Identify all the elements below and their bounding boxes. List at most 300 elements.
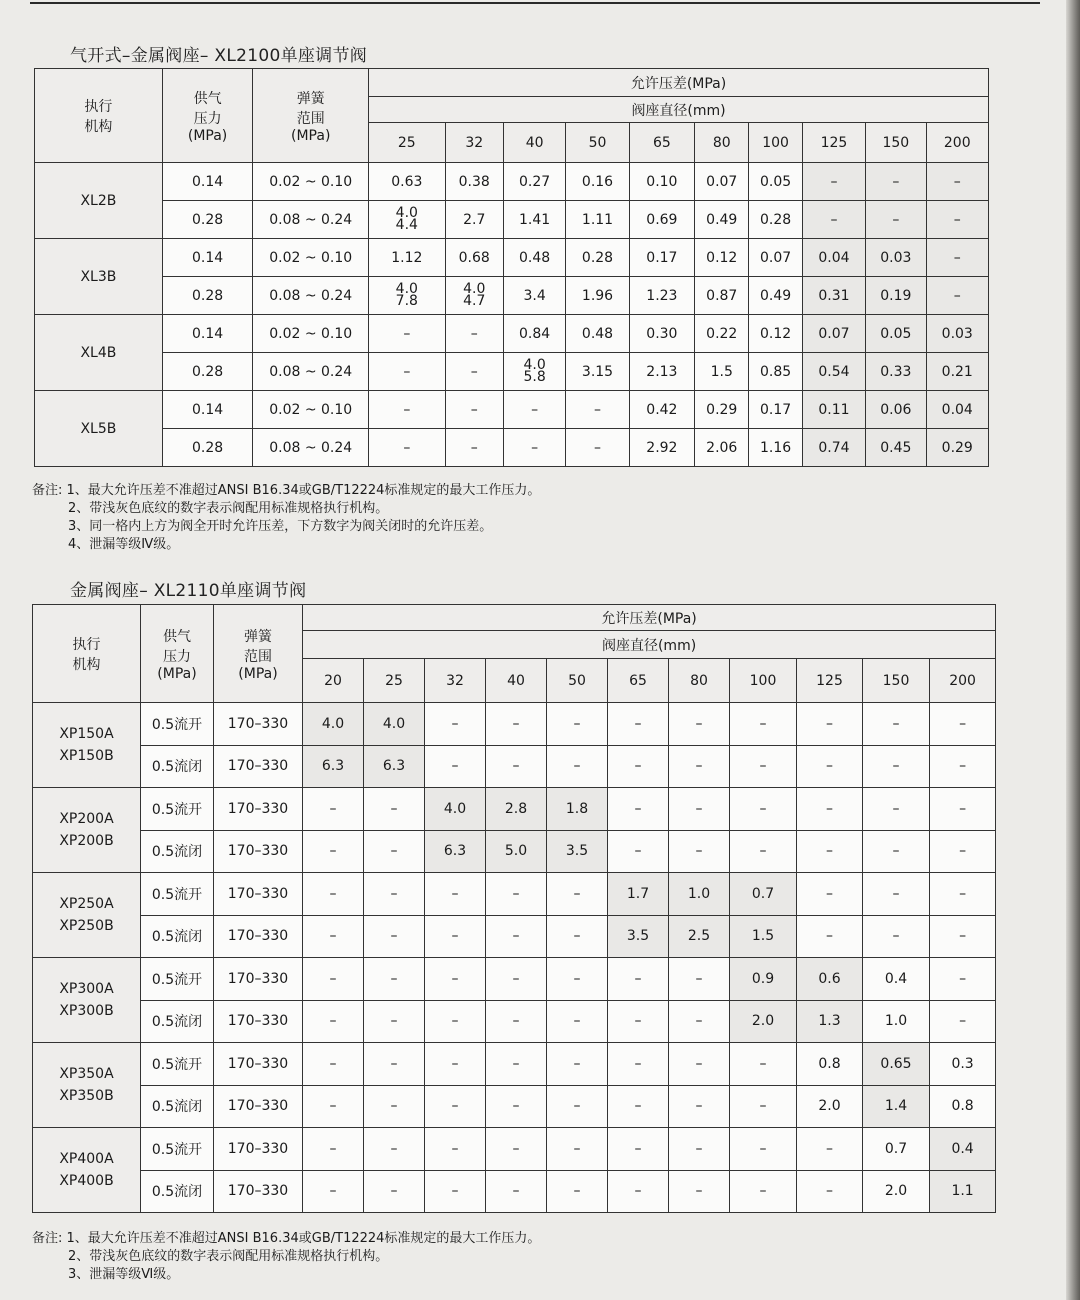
header-supply-line: 供气 <box>163 628 191 645</box>
actuator-model-line: XP350A <box>59 1066 114 1082</box>
table-row <box>33 1128 996 1171</box>
header-allowable-diff: 允许压差(MPa) <box>303 605 996 631</box>
value-cell: 0.4 <box>863 958 930 1001</box>
actuator-model-line: XP250A <box>59 896 114 912</box>
spring-range-cell: 170–330 <box>214 1085 303 1128</box>
table2-xl2110 <box>32 604 996 1213</box>
table-row <box>33 915 996 958</box>
value-cell: – <box>608 1170 669 1213</box>
value-cell: 3.5 <box>608 915 669 958</box>
value-cell: 0.07 <box>749 239 802 277</box>
value-cell: 0.21 <box>926 353 988 391</box>
value-cell: – <box>930 1000 996 1043</box>
value-cell: – <box>730 830 797 873</box>
header-allowable-diff: 允许压差(MPa) <box>369 69 989 97</box>
value-cell: 3.15 <box>566 353 629 391</box>
value-cell: – <box>303 1170 364 1213</box>
value-cell: 0.45 <box>866 429 926 467</box>
value-cell: – <box>364 873 425 916</box>
value-cell: – <box>425 1128 486 1171</box>
value-cell: – <box>369 391 445 429</box>
value-cell: 1.16 <box>749 429 802 467</box>
table-row <box>35 429 989 467</box>
supply-pressure-cell: 0.5流闭 <box>141 745 214 788</box>
supply-pressure-cell: 0.5流开 <box>141 873 214 916</box>
value-cell: – <box>730 1043 797 1086</box>
value-cell: – <box>566 391 629 429</box>
value-cell: – <box>802 201 865 239</box>
value-cell: – <box>486 1000 547 1043</box>
supply-pressure-cell: 0.5流闭 <box>141 1000 214 1043</box>
value-cell: 2.5 <box>669 915 730 958</box>
header-size-65: 65 <box>608 659 669 703</box>
header-actuator-line: 执行 <box>72 636 101 653</box>
value-cell: 4.0 <box>303 703 364 746</box>
value-cell: 2.92 <box>629 429 694 467</box>
value-cell: 4.0 <box>425 788 486 831</box>
table-row <box>33 958 996 1001</box>
value-cell: – <box>547 1128 608 1171</box>
spring-range-cell: 0.08 ~ 0.24 <box>253 277 369 315</box>
value-cell: 1.4 <box>863 1085 930 1128</box>
supply-pressure-cell: 0.14 <box>162 163 253 201</box>
value-cell <box>369 277 445 315</box>
spring-range-cell: 170–330 <box>214 873 303 916</box>
header-actuator <box>33 605 141 703</box>
value-cell: – <box>486 745 547 788</box>
value-cell: 6.3 <box>425 830 486 873</box>
header-size-32: 32 <box>425 659 486 703</box>
header-actuator-line: 机构 <box>72 656 101 673</box>
value-cell: 2.8 <box>486 788 547 831</box>
value-cell: 0.07 <box>802 315 865 353</box>
table-row <box>35 315 989 353</box>
note-line: 2、带浅灰色底纹的数字表示阀配用标准规格执行机构。 <box>68 501 389 516</box>
spring-range-cell: 170–330 <box>214 745 303 788</box>
value-cell: 0.9 <box>730 958 797 1001</box>
value-cell: 0.63 <box>369 163 445 201</box>
value-cell: – <box>425 703 486 746</box>
value-cell: 1.0 <box>669 873 730 916</box>
value-cell: – <box>669 1000 730 1043</box>
value-cell: 0.07 <box>695 163 749 201</box>
value-cell: – <box>926 277 988 315</box>
value-cell: 4.0 <box>364 703 425 746</box>
value-cell: – <box>669 1170 730 1213</box>
supply-pressure-cell: 0.28 <box>162 277 253 315</box>
table-row <box>33 745 996 788</box>
dual-value: 4.0 4.4 <box>395 204 418 233</box>
supply-pressure-cell: 0.14 <box>162 315 253 353</box>
value-cell: 1.96 <box>566 277 629 315</box>
dual-value: 4.0 4.7 <box>463 280 486 309</box>
supply-pressure-cell: 0.5流闭 <box>141 830 214 873</box>
header-size-100: 100 <box>730 659 797 703</box>
value-cell: 0.68 <box>445 239 503 277</box>
spring-range-cell: 0.02 ~ 0.10 <box>253 239 369 277</box>
actuator-model-line: XP400B <box>59 1173 114 1189</box>
actuator-model-line: XP400A <box>59 1151 114 1167</box>
value-cell: 0.19 <box>866 277 926 315</box>
value-cell: – <box>730 1085 797 1128</box>
value-cell: – <box>547 745 608 788</box>
value-cell: 0.48 <box>503 239 565 277</box>
value-cell: – <box>930 873 996 916</box>
supply-pressure-cell: 0.5流开 <box>141 703 214 746</box>
value-cell: – <box>730 745 797 788</box>
value-cell: – <box>303 1085 364 1128</box>
table2-notes <box>32 1230 540 1284</box>
value-cell: – <box>866 163 926 201</box>
value-cell: – <box>445 353 503 391</box>
value-cell: – <box>303 958 364 1001</box>
value-cell: 0.38 <box>445 163 503 201</box>
value-cell: – <box>364 830 425 873</box>
value-cell: – <box>303 915 364 958</box>
value-cell: 0.12 <box>749 315 802 353</box>
value-cell: – <box>547 703 608 746</box>
header-spring-range <box>214 605 303 703</box>
value-cell: – <box>486 915 547 958</box>
value-cell: 0.11 <box>802 391 865 429</box>
value-cell: – <box>445 391 503 429</box>
header-size-25: 25 <box>369 123 445 163</box>
value-cell: – <box>369 429 445 467</box>
value-cell: – <box>797 1128 863 1171</box>
header-size-150: 150 <box>863 659 930 703</box>
header-size-200: 200 <box>930 659 996 703</box>
value-cell: – <box>486 1085 547 1128</box>
value-cell: 0.10 <box>629 163 694 201</box>
value-cell: – <box>608 1085 669 1128</box>
table-row <box>35 201 989 239</box>
header-size-150: 150 <box>866 123 926 163</box>
table-row <box>33 873 996 916</box>
header-spring-line: 弹簧 <box>296 90 325 107</box>
spring-range-cell: 170–330 <box>214 1000 303 1043</box>
value-cell: – <box>425 1085 486 1128</box>
supply-pressure-cell: 0.5流开 <box>141 788 214 831</box>
value-cell: 0.31 <box>802 277 865 315</box>
header-seat-diameter: 阀座直径(mm) <box>303 631 996 659</box>
value-cell: – <box>608 1128 669 1171</box>
header-supply-pressure <box>141 605 214 703</box>
header-size-125: 125 <box>802 123 865 163</box>
value-cell: – <box>547 1000 608 1043</box>
value-cell: 1.12 <box>369 239 445 277</box>
table-row <box>33 1000 996 1043</box>
value-cell: – <box>863 788 930 831</box>
value-cell: – <box>797 788 863 831</box>
value-cell: – <box>425 915 486 958</box>
value-cell: 0.04 <box>926 391 988 429</box>
actuator-model <box>33 873 141 958</box>
header-supply-pressure <box>162 69 253 163</box>
value-cell: 2.13 <box>629 353 694 391</box>
table-row <box>33 1170 996 1213</box>
value-cell: – <box>863 745 930 788</box>
value-cell: 1.7 <box>608 873 669 916</box>
value-cell: – <box>608 703 669 746</box>
actuator-model: XL2B <box>35 163 163 239</box>
header-supply-line: (MPa) <box>157 665 197 682</box>
spring-range-cell: 170–330 <box>214 1043 303 1086</box>
value-cell: 0.33 <box>866 353 926 391</box>
value-cell: 0.29 <box>695 391 749 429</box>
value-cell: – <box>926 239 988 277</box>
actuator-model: XL5B <box>35 391 163 467</box>
value-cell: – <box>486 1170 547 1213</box>
value-cell: – <box>364 915 425 958</box>
table-row <box>35 239 989 277</box>
value-cell: 0.28 <box>749 201 802 239</box>
spring-range-cell: 0.08 ~ 0.24 <box>253 353 369 391</box>
header-spring-line: 范围 <box>244 648 272 665</box>
value-cell <box>503 353 565 391</box>
value-cell: – <box>303 830 364 873</box>
value-cell: 0.05 <box>749 163 802 201</box>
value-cell: – <box>503 391 565 429</box>
supply-pressure-cell: 0.5流闭 <box>141 1085 214 1128</box>
value-cell: – <box>547 873 608 916</box>
value-cell: 1.41 <box>503 201 565 239</box>
table-row <box>35 353 989 391</box>
value-cell: 0.42 <box>629 391 694 429</box>
value-cell: 0.03 <box>926 315 988 353</box>
spring-range-cell: 170–330 <box>214 788 303 831</box>
value-cell: 2.0 <box>797 1085 863 1128</box>
value-cell: 0.05 <box>866 315 926 353</box>
value-cell: – <box>930 788 996 831</box>
supply-pressure-cell: 0.5流闭 <box>141 1170 214 1213</box>
page-edge <box>1066 0 1080 1300</box>
table1-title: 气开式–金属阀座– XL2100单座调节阀 <box>70 46 368 66</box>
value-cell: – <box>547 1043 608 1086</box>
header-spring-line: (MPa) <box>291 127 331 144</box>
header-spring-line: (MPa) <box>238 665 278 682</box>
value-cell: – <box>669 958 730 1001</box>
supply-pressure-cell: 0.5流开 <box>141 1128 214 1171</box>
value-cell: 0.4 <box>930 1128 996 1171</box>
value-cell: 0.16 <box>566 163 629 201</box>
note-line: 备注: 1、最大允许压差不准超过ANSI B16.34或GB/T12224标准规定的最大工作压力。 <box>32 483 541 498</box>
header-size-125: 125 <box>797 659 863 703</box>
value-cell: – <box>608 788 669 831</box>
header-spring-line: 范围 <box>296 110 325 127</box>
value-cell: – <box>364 1000 425 1043</box>
supply-pressure-cell: 0.28 <box>162 353 253 391</box>
table1-xl2100 <box>34 68 989 467</box>
header-supply-line: (MPa) <box>187 127 228 144</box>
value-cell: 1.0 <box>863 1000 930 1043</box>
value-cell: 0.3 <box>930 1043 996 1086</box>
value-cell: – <box>730 1170 797 1213</box>
value-cell: – <box>863 915 930 958</box>
value-cell: 1.11 <box>566 201 629 239</box>
actuator-model-line: XP300B <box>59 1003 114 1019</box>
value-cell: – <box>608 745 669 788</box>
value-cell <box>369 201 445 239</box>
header-supply-line: 压力 <box>193 110 222 127</box>
table-row <box>33 703 996 746</box>
value-cell: 0.30 <box>629 315 694 353</box>
value-cell: – <box>547 1085 608 1128</box>
value-cell: – <box>369 315 445 353</box>
value-cell: – <box>797 703 863 746</box>
value-cell: 0.12 <box>695 239 749 277</box>
value-cell: – <box>669 788 730 831</box>
header-actuator-line: 执行 <box>84 98 113 115</box>
value-cell: 0.69 <box>629 201 694 239</box>
table-row <box>33 1043 996 1086</box>
value-cell: – <box>797 745 863 788</box>
value-cell: 0.04 <box>802 239 865 277</box>
value-cell: – <box>730 788 797 831</box>
value-cell: 0.49 <box>749 277 802 315</box>
value-cell: – <box>608 830 669 873</box>
value-cell: – <box>547 1170 608 1213</box>
value-cell: 0.6 <box>797 958 863 1001</box>
value-cell: – <box>930 915 996 958</box>
value-cell: 0.49 <box>695 201 749 239</box>
header-size-32: 32 <box>445 123 503 163</box>
dual-value: 4.0 5.8 <box>523 356 546 385</box>
value-cell: 2.06 <box>695 429 749 467</box>
actuator-model-line: XP250B <box>59 918 114 934</box>
note-line: 备注: 1、最大允许压差不准超过ANSI B16.34或GB/T12224标准规定的最大工作压力。 <box>32 1231 541 1246</box>
value-cell: – <box>669 1085 730 1128</box>
value-cell: – <box>425 1000 486 1043</box>
value-cell: – <box>926 201 988 239</box>
value-cell: 0.7 <box>863 1128 930 1171</box>
supply-pressure-cell: 0.14 <box>162 391 253 429</box>
value-cell: – <box>797 1170 863 1213</box>
value-cell: 2.0 <box>730 1000 797 1043</box>
actuator-model <box>33 703 141 788</box>
value-cell: – <box>730 1128 797 1171</box>
value-cell: – <box>930 830 996 873</box>
table-row <box>35 391 989 429</box>
spring-range-cell: 170–330 <box>214 958 303 1001</box>
value-cell: 0.48 <box>566 315 629 353</box>
note-line: 2、带浅灰色底纹的数字表示阀配用标准规格执行机构。 <box>68 1249 389 1264</box>
header-size-100: 100 <box>749 123 802 163</box>
value-cell: 0.03 <box>866 239 926 277</box>
value-cell: 0.87 <box>695 277 749 315</box>
value-cell: 0.06 <box>866 391 926 429</box>
note-line: 3、同一格内上方为阀全开时允许压差，下方数字为阀关闭时的允许压差。 <box>68 519 493 534</box>
value-cell: 0.7 <box>730 873 797 916</box>
spring-range-cell: 0.08 ~ 0.24 <box>253 429 369 467</box>
value-cell: – <box>669 703 730 746</box>
spring-range-cell: 0.02 ~ 0.10 <box>253 315 369 353</box>
table2-title: 金属阀座– XL2110单座调节阀 <box>70 581 307 601</box>
value-cell: – <box>669 1043 730 1086</box>
actuator-model-line: XP300A <box>59 981 114 997</box>
header-size-40: 40 <box>486 659 547 703</box>
value-cell: 1.1 <box>930 1170 996 1213</box>
value-cell: 0.84 <box>503 315 565 353</box>
value-cell: 2.7 <box>445 201 503 239</box>
actuator-model <box>33 788 141 873</box>
value-cell: – <box>364 1128 425 1171</box>
value-cell: – <box>364 1170 425 1213</box>
value-cell: – <box>547 915 608 958</box>
value-cell: – <box>547 958 608 1001</box>
header-spring-line: 弹簧 <box>244 628 272 645</box>
value-cell: – <box>608 1043 669 1086</box>
header-supply-line: 供气 <box>193 90 222 107</box>
value-cell: 1.5 <box>730 915 797 958</box>
value-cell: – <box>364 788 425 831</box>
header-supply-line: 压力 <box>163 648 191 665</box>
value-cell: – <box>926 163 988 201</box>
header-actuator-line: 机构 <box>84 118 113 135</box>
value-cell: 0.29 <box>926 429 988 467</box>
value-cell: 0.27 <box>503 163 565 201</box>
value-cell: 0.85 <box>749 353 802 391</box>
actuator-model: XL4B <box>35 315 163 391</box>
header-size-50: 50 <box>566 123 629 163</box>
note-line: 4、泄漏等级Ⅳ级。 <box>68 537 180 552</box>
value-cell: – <box>669 830 730 873</box>
value-cell: – <box>730 703 797 746</box>
value-cell: – <box>930 703 996 746</box>
value-cell: 0.28 <box>566 239 629 277</box>
value-cell: – <box>364 1043 425 1086</box>
spring-range-cell: 170–330 <box>214 1170 303 1213</box>
value-cell: – <box>445 315 503 353</box>
value-cell: 1.8 <box>547 788 608 831</box>
header-size-25: 25 <box>364 659 425 703</box>
value-cell: – <box>863 873 930 916</box>
value-cell: – <box>486 873 547 916</box>
table1-notes <box>32 482 540 554</box>
header-size-50: 50 <box>547 659 608 703</box>
value-cell: – <box>608 1000 669 1043</box>
actuator-model-line: XP200A <box>59 811 114 827</box>
header-size-200: 200 <box>926 123 988 163</box>
header-size-40: 40 <box>503 123 565 163</box>
value-cell: – <box>669 1128 730 1171</box>
table-row <box>33 1085 996 1128</box>
table-row <box>33 788 996 831</box>
value-cell: – <box>797 873 863 916</box>
value-cell: – <box>445 429 503 467</box>
spring-range-cell: 0.08 ~ 0.24 <box>253 201 369 239</box>
value-cell: 1.3 <box>797 1000 863 1043</box>
value-cell: – <box>425 1043 486 1086</box>
value-cell: – <box>566 429 629 467</box>
spring-range-cell: 170–330 <box>214 830 303 873</box>
value-cell: 3.4 <box>503 277 565 315</box>
header-size-80: 80 <box>695 123 749 163</box>
value-cell: – <box>303 788 364 831</box>
actuator-model <box>33 958 141 1043</box>
value-cell: – <box>797 830 863 873</box>
note-line: 3、泄漏等级Ⅵ级。 <box>68 1267 180 1282</box>
actuator-model-line: XP200B <box>59 833 114 849</box>
actuator-model: XL3B <box>35 239 163 315</box>
value-cell: – <box>486 1043 547 1086</box>
value-cell: 0.74 <box>802 429 865 467</box>
value-cell: – <box>486 1128 547 1171</box>
header-actuator <box>35 69 163 163</box>
value-cell: – <box>364 958 425 1001</box>
supply-pressure-cell: 0.5流开 <box>141 1043 214 1086</box>
header-size-80: 80 <box>669 659 730 703</box>
value-cell: – <box>866 201 926 239</box>
